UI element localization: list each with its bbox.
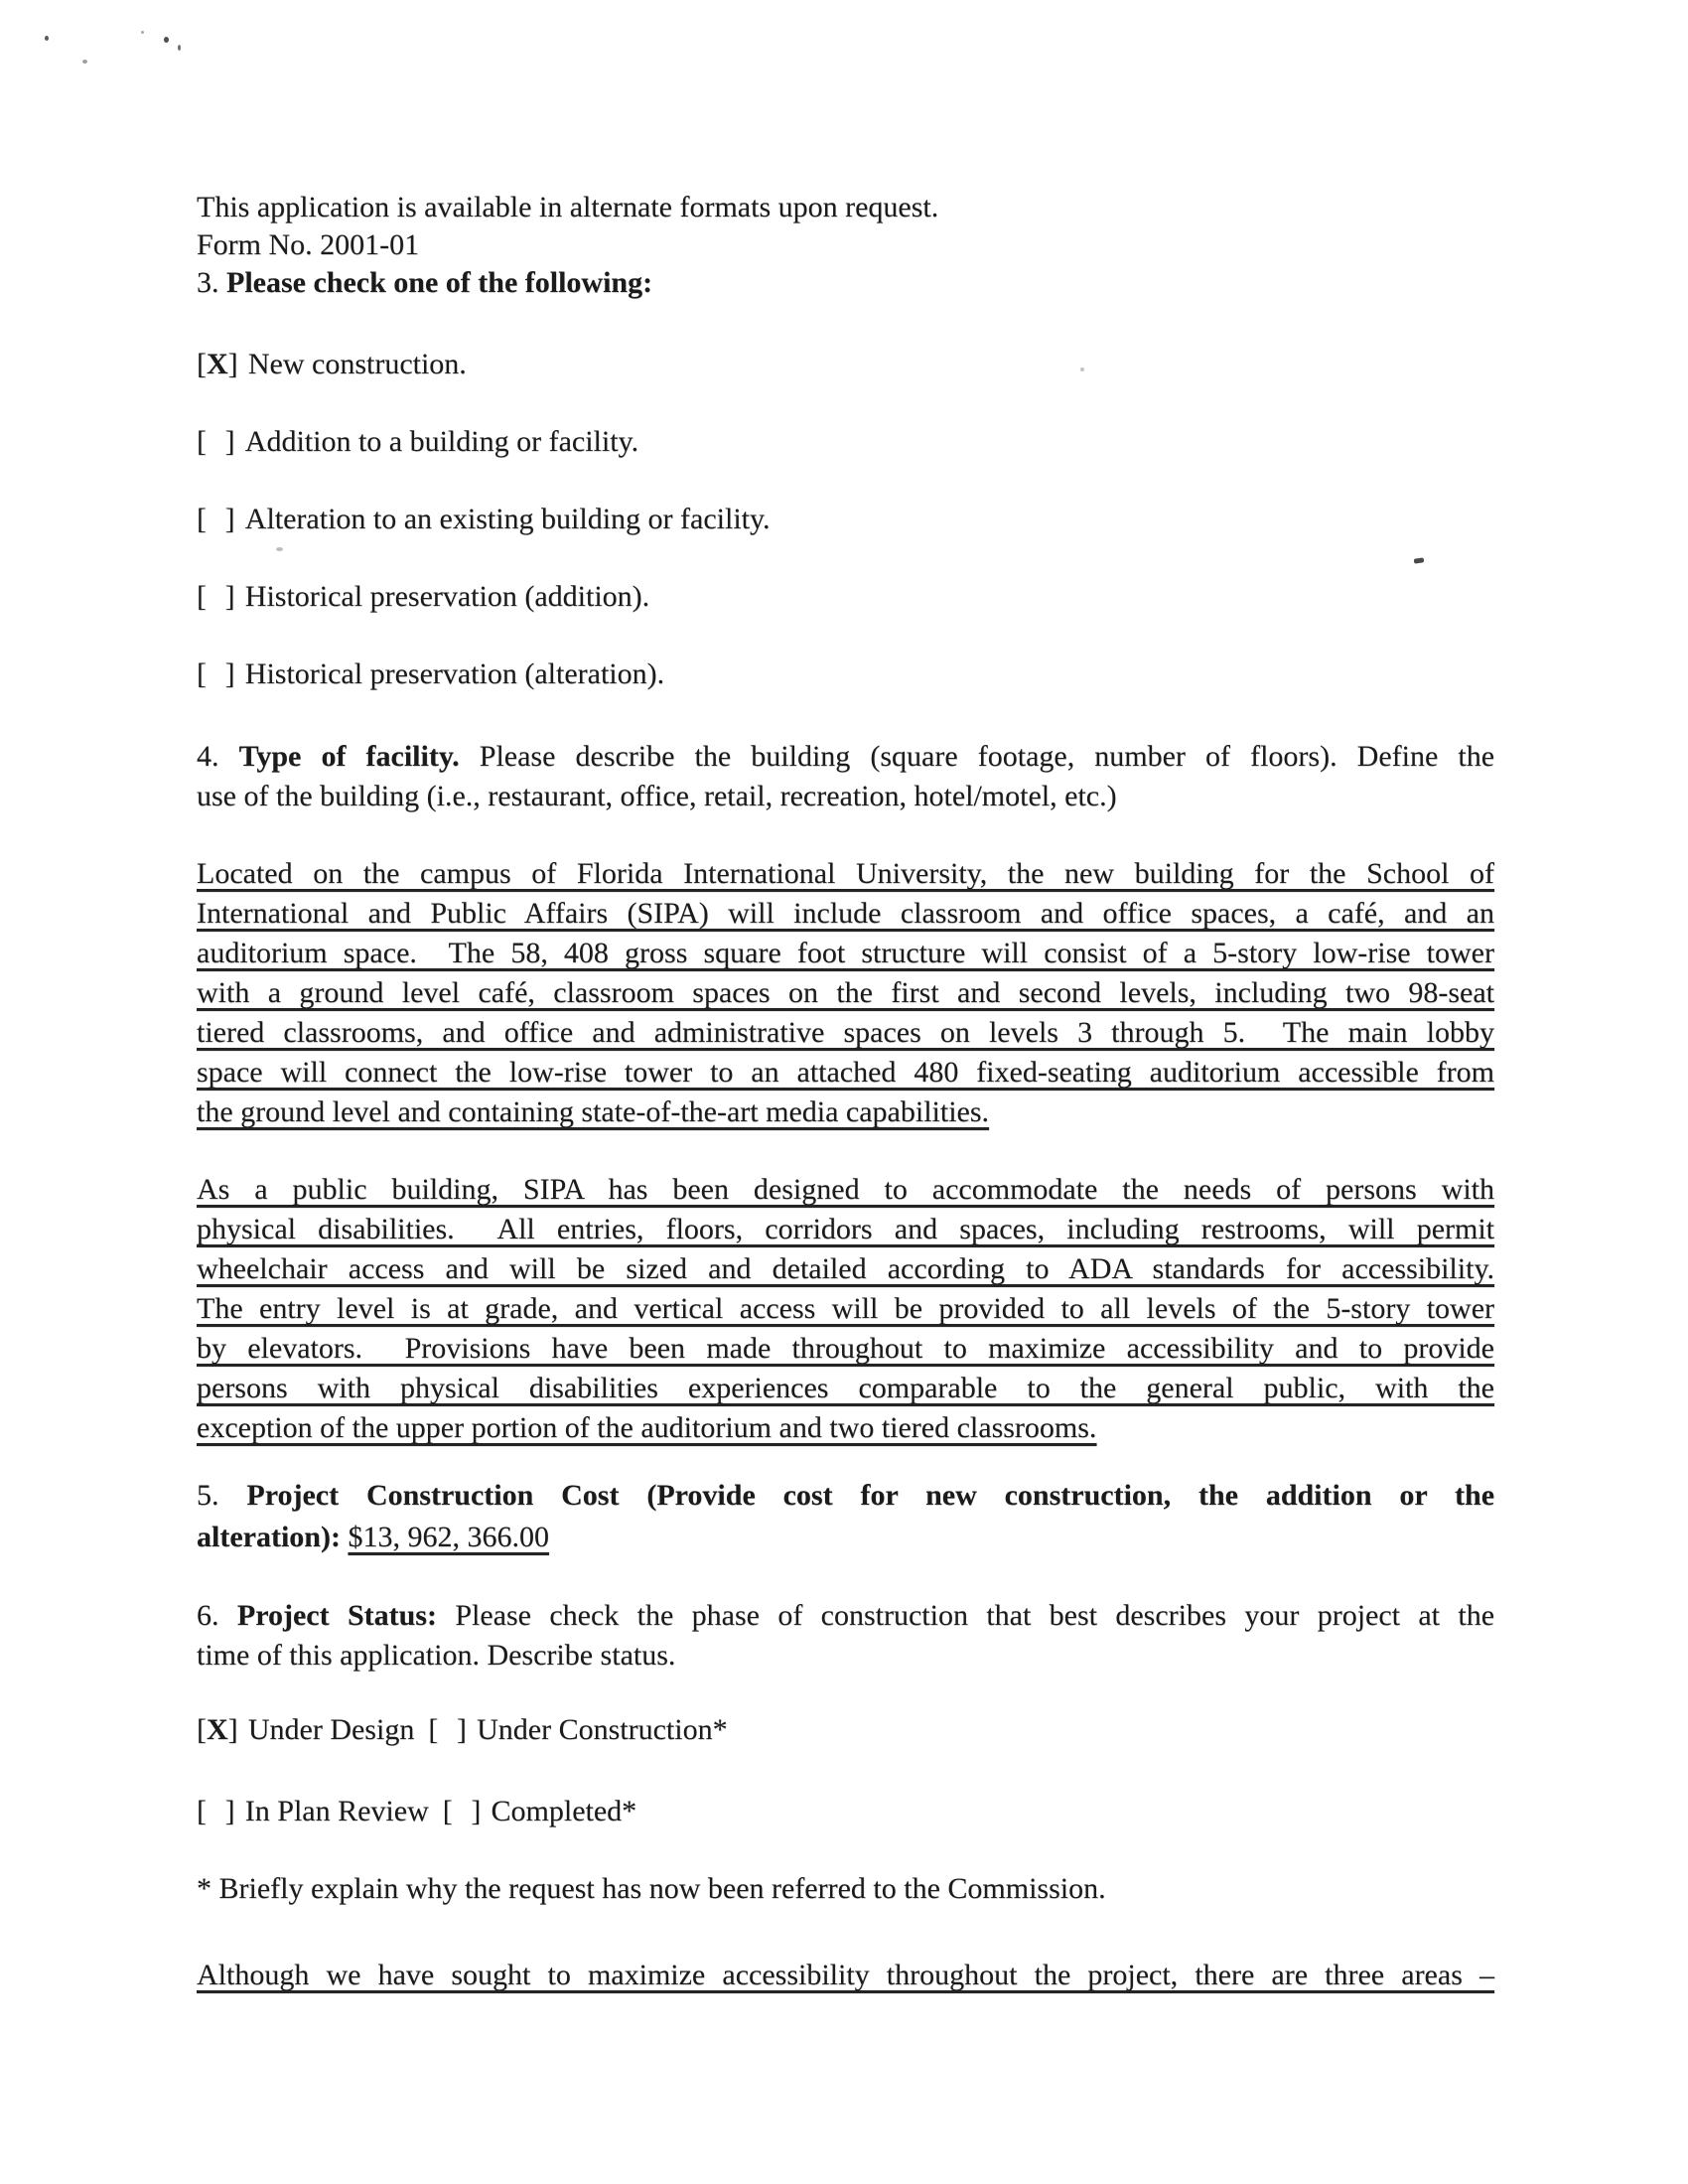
checkbox-bracket: ] (471, 1795, 482, 1827)
checkbox-bracket: [ (197, 503, 207, 535)
checkbox-bracket: ] (224, 580, 235, 613)
answer-line: the ground level and containing state-of-the-art media capabilities. (197, 1095, 990, 1128)
answer-line: with a ground level café, classroom spaces on the first and second levels, including two 98-seat (197, 976, 1494, 1009)
section-6-heading-line-2: time of this application. Describe status. (197, 1639, 676, 1672)
option-alteration (197, 501, 1494, 538)
section-3-title: Please check one of the following: (226, 266, 653, 299)
checkbox-checked-icon (197, 1713, 238, 1746)
checkbox-bracket: [ (197, 657, 207, 690)
scan-artifact (164, 37, 169, 43)
section-4-heading-line-2: use of the building (i.e., restaurant, office, retail, recreation, hotel/motel, etc.) (197, 780, 1117, 812)
scan-artifact (45, 36, 49, 41)
section-4-heading (197, 737, 1494, 816)
answer-line: auditorium space. The 58, 408 gross square foot structure will consist of a 5-story low-rise tower (197, 937, 1494, 969)
option-label: Under Construction* (477, 1713, 728, 1746)
scan-artifact (82, 60, 87, 64)
option-label: Alteration to an existing building or facility. (244, 503, 771, 535)
status-under-design (197, 1713, 414, 1746)
answer-line: The entry level is at grade, and vertical access will be provided to all levels of the 5-story tower (197, 1292, 1494, 1325)
option-label: New construction. (247, 348, 467, 380)
checkbox-unchecked-icon (197, 503, 235, 535)
checkbox-bracket: ] (224, 1795, 235, 1827)
answer-line: space will connect the low-rise tower to an attached 480 fixed-seating auditorium accessible from (197, 1056, 1494, 1089)
answer-line: exception of the upper portion of the auditorium and two tiered classrooms. (197, 1411, 1097, 1444)
checkbox-bracket: [ (197, 580, 207, 613)
section-4-number: 4. (197, 740, 219, 773)
section-5-heading (197, 1475, 1494, 1558)
checkbox-bracket: [ (442, 1795, 453, 1827)
project-status-row-2 (197, 1793, 1494, 1830)
section-4-heading-line-1 (197, 737, 1494, 777)
section-5-heading-line-1 (197, 1475, 1494, 1517)
option-label: Historical preservation (addition). (244, 580, 650, 613)
checkbox-unchecked-icon (428, 1713, 467, 1746)
checkbox-unchecked-icon (443, 1795, 482, 1827)
option-historical-alteration (197, 655, 1494, 693)
answer-line: tiered classrooms, and office and administrative spaces on levels 3 through 5. The main lobby (197, 1016, 1494, 1049)
checkbox-unchecked-icon (197, 580, 235, 613)
status-answer-line: Although we have sought to maximize accessibility throughout the project, there are three areas – (197, 1959, 1494, 1991)
section-6-number: 6. (197, 1599, 219, 1632)
checkbox-bracket: [ (197, 425, 207, 458)
answer-line: persons with physical disabilities experiences comparable to the general public, with the (197, 1372, 1494, 1404)
commission-referral-footnote: * Briefly explain why the request has now been referred to the Commission. (197, 1872, 1106, 1905)
checkbox-bracket: ] (456, 1713, 467, 1746)
form-content (197, 189, 1494, 1995)
section-6-heading (197, 1596, 1494, 1675)
option-label: Completed* (491, 1795, 637, 1827)
scan-artifact (178, 45, 181, 51)
section-3-options (197, 346, 1494, 693)
checkbox-bracket: ] (227, 1713, 238, 1746)
answer-line: Located on the campus of Florida International University, the new building for the School of (197, 857, 1494, 890)
checkbox-mark: X (207, 1713, 228, 1746)
checkbox-bracket: [ (197, 348, 207, 380)
section-6-prompt: Please check the phase of construction that best describes your project at the (455, 1599, 1495, 1632)
facility-description-paragraph-1 (197, 854, 1494, 1132)
option-label: Historical preservation (alteration). (244, 657, 665, 690)
answer-line: physical disabilities. All entries, floors, corridors and spaces, including restrooms, will permit (197, 1213, 1494, 1245)
section-5-title: Project Construction Cost (Provide cost for new construction, the addition or the (246, 1479, 1495, 1512)
section-5-title-continued: alteration): (197, 1521, 341, 1553)
checkbox-mark: X (207, 348, 228, 380)
option-label: In Plan Review (244, 1795, 429, 1827)
section-6-heading-line-1 (197, 1596, 1494, 1636)
checkbox-checked-icon (197, 348, 238, 380)
checkbox-bracket: ] (224, 503, 235, 535)
option-label: Addition to a building or facility. (244, 425, 639, 458)
checkbox-bracket: [ (197, 1713, 207, 1746)
answer-line: As a public building, SIPA has been designed to accommodate the needs of persons with (197, 1173, 1494, 1206)
checkbox-unchecked-icon (197, 1795, 235, 1827)
checkbox-bracket: ] (224, 657, 235, 690)
option-new-construction (197, 346, 1494, 383)
section-4-title: Type of facility. (238, 740, 460, 773)
answer-line: International and Public Affairs (SIPA) will include classroom and office spaces, a café, and an (197, 897, 1494, 930)
option-label: Under Design (247, 1713, 415, 1746)
option-historical-addition (197, 578, 1494, 616)
option-addition (197, 423, 1494, 461)
section-6-title: Project Status: (236, 1599, 437, 1632)
checkbox-bracket: ] (227, 348, 238, 380)
checkbox-bracket: [ (428, 1713, 439, 1746)
checkbox-unchecked-icon (197, 425, 235, 458)
answer-line: wheelchair access and will be sized and detailed according to ADA standards for accessibility. (197, 1252, 1494, 1285)
alternate-formats-notice: This application is available in alternate formats upon request. (197, 191, 939, 223)
form-number: Form No. 2001-01 (197, 228, 420, 261)
section-5-number: 5. (197, 1479, 219, 1512)
scan-artifact (141, 31, 144, 34)
section-3-number: 3. (197, 266, 219, 299)
checkbox-bracket: [ (197, 1795, 207, 1827)
answer-line: by elevators. Provisions have been made throughout to maximize accessibility and to provide (197, 1332, 1494, 1365)
section-3-heading (197, 264, 1494, 302)
project-status-row-1 (197, 1711, 1494, 1749)
status-completed (443, 1795, 636, 1827)
facility-description-paragraph-2 (197, 1170, 1494, 1448)
section-5-heading-line-2 (197, 1517, 1494, 1558)
status-under-construction (428, 1713, 727, 1746)
construction-cost-value: $13, 962, 366.00 (348, 1521, 549, 1553)
status-in-plan-review (197, 1795, 429, 1827)
checkbox-bracket: ] (224, 425, 235, 458)
section-4-prompt: Please describe the building (square footage, number of floors). Define the (479, 740, 1495, 773)
checkbox-unchecked-icon (197, 657, 235, 690)
